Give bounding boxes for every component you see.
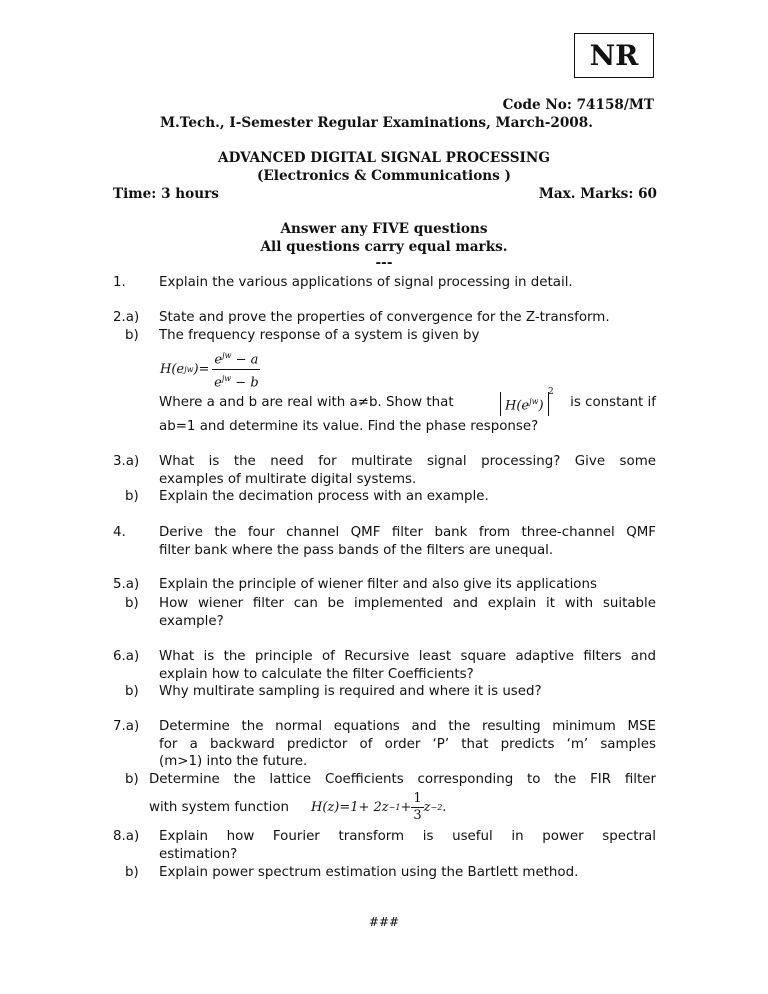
question-number: b) [125, 684, 139, 699]
question-number: b) [125, 865, 139, 880]
exam-type-badge: NR [574, 33, 654, 78]
question-text: Explain the principle of wiener filter and also give its applications [159, 577, 597, 592]
max-marks: Max. Marks: 60 [538, 186, 657, 202]
question-text: State and prove the properties of convergence for the Z-transform. [159, 310, 610, 325]
question-number: b) [125, 489, 139, 504]
question-number: 3.a) [113, 454, 140, 469]
code-number: Code No: 74158/MT [502, 97, 654, 113]
question-text: Explain power spectrum estimation using the Bartlett method. [159, 865, 579, 880]
question-3a: 3.a) What is the need for multirate signal processing? Give some examples of multirate digital systems. [113, 454, 656, 487]
exam-duration: Time: 3 hours [113, 186, 219, 202]
question-2b-line3: ab=1 and determine its value. Find the phase response? [159, 419, 539, 434]
question-text: Explain the decimation process with an example. [159, 489, 489, 504]
instruction-answer-five: Answer any FIVE questions [280, 221, 488, 237]
instruction-equal-marks: All questions carry equal marks. [260, 239, 508, 255]
system-function-equation: H(z)=1+ 2z −1 + $\frac{1}{3}$ z −2 . [311, 790, 447, 823]
question-number: 7.a) [113, 719, 140, 734]
question-number: 6.a) [113, 649, 140, 664]
exam-title: M.Tech., I-Semester Regular Examinations, March-2008. [160, 115, 593, 131]
question-number: b) [125, 328, 139, 343]
question-2b-line2a: Where a and b are real with a≠b. Show that [159, 395, 454, 410]
question-number: b) [125, 596, 139, 611]
branch-name: (Electronics & Communications ) [257, 168, 511, 184]
separator-dashes: --- [375, 255, 393, 271]
magnitude-power: 2 [548, 387, 554, 397]
question-number: b) [125, 772, 139, 787]
question-number: 1. [113, 275, 126, 290]
question-number: 4. [113, 525, 126, 540]
question-number: 2.a) [113, 310, 140, 325]
question-7b-line2: with system function [149, 800, 290, 815]
end-of-paper-mark: ### [368, 915, 400, 929]
question-text: The frequency response of a system is given by [159, 328, 480, 343]
question-text: Why multirate sampling is required and where it is used? [159, 684, 542, 699]
frequency-response-equation: H(e jw )= $\frac{e^{jw} - a}{e^{jw} - b}$ [160, 347, 260, 393]
question-2b-line2b: is constant if [570, 395, 656, 410]
magnitude-expression: $H(e^{jw})$ [500, 392, 549, 416]
question-number: 8.a) [113, 829, 140, 844]
subject-title: ADVANCED DIGITAL SIGNAL PROCESSING [218, 150, 550, 166]
question-text: Explain the various applications of signal processing in detail. [159, 275, 573, 290]
question-number: 5.a) [113, 577, 140, 592]
